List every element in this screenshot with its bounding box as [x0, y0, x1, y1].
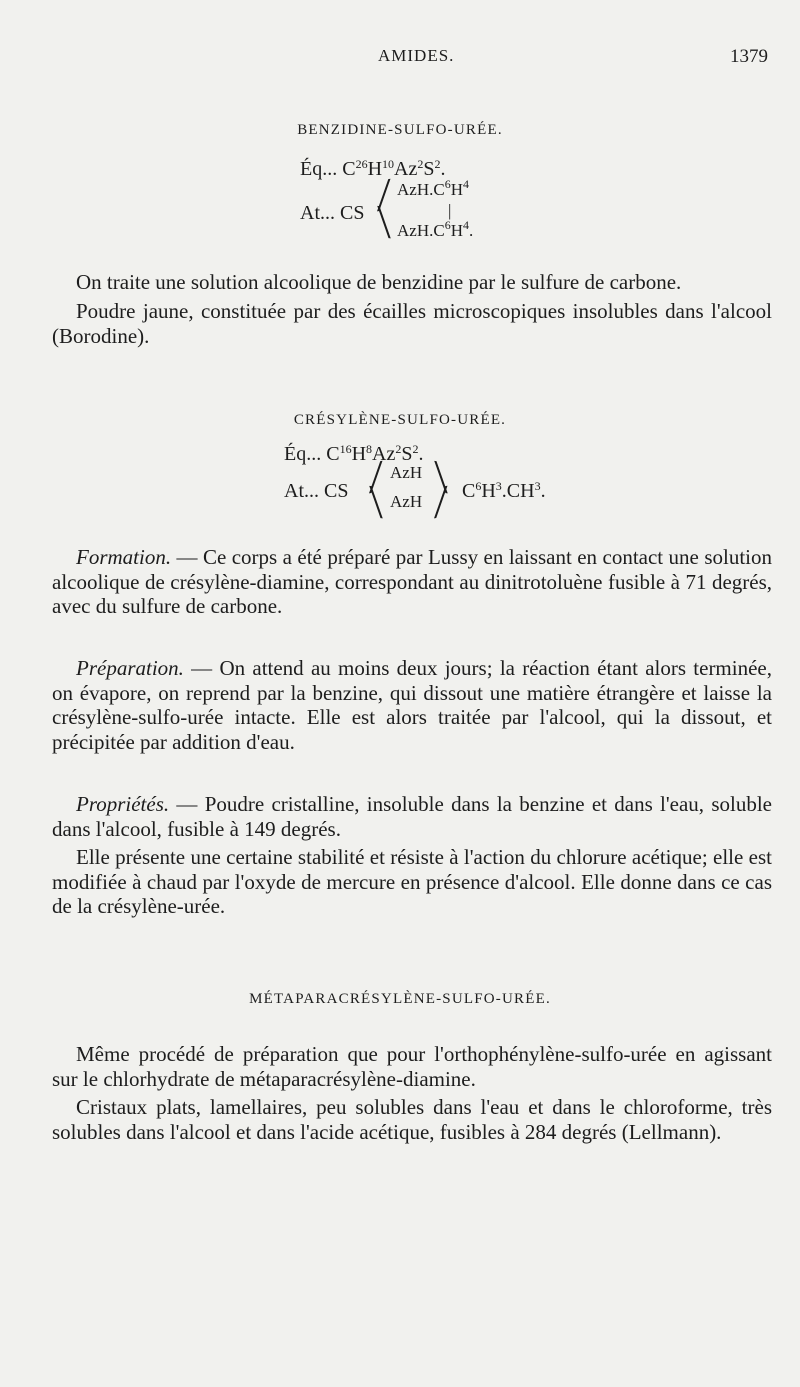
bond-down-icon: ╲ [374, 207, 394, 238]
atomic-formula-bottom: AzH [390, 492, 423, 511]
atomic-formula-top: $AzH.C^6H^4$ [397, 177, 469, 199]
atomic-formula-bar: | [448, 201, 452, 220]
paragraph-metapara-2: Cristaux plats, lamellaires, peu solubles dans l'eau et dans le chloroforme, très solubles dans l'alcool et dans l'acide acétique, fusibles à 284 degrés (Lellmann). [52, 1095, 772, 1144]
bond-up-icon: ╱ [365, 462, 386, 493]
page-header [0, 46, 800, 76]
running-title: AMIDES. [378, 46, 455, 65]
page-number: 1379 [730, 46, 768, 67]
section-title-benzidine: BENZIDINE-SULFO-URÉE. [297, 122, 503, 138]
equivalent-formula: Éq... $C^{16}H^8Az^2S^2$. [284, 442, 424, 465]
atomic-formula-right: $C^6H^3.CH^3$. [462, 479, 546, 502]
paragraph-benzidine-1: On traite une solution alcoolique de benzidine par le sulfure de carbone. [76, 270, 682, 294]
proprietes-label: Propriétés. [76, 792, 170, 816]
preparation-label: Préparation. [76, 656, 184, 680]
atomic-formula-top: AzH [390, 463, 423, 482]
atomic-formula-label: At... CS [284, 480, 349, 502]
equivalent-formula: Éq... $C^{26}H^{10}Az^2S^2$. [300, 157, 446, 180]
bond-down-icon: ╲ [366, 487, 386, 518]
atomic-formula-label: At... CS [300, 202, 365, 224]
bond-up-icon: ╱ [373, 180, 394, 211]
paragraph-preparation: Préparation. — On attend au moins deux jours; la réaction étant alors terminée, on évapore, on reprend par la benzine, qui dissout une matière étrangère et laisse la crésylène-sulfo-urée intacte. Elle est alors traitée par l'alcool, qui la dissout, et précipitée par addition d'eau. [52, 656, 772, 754]
bond-right-down-icon: ╱ [430, 487, 451, 518]
bond-right-up-icon: ╲ [431, 462, 451, 493]
paragraph-proprietes: Propriétés. — Poudre cristalline, insoluble dans la benzine et dans l'eau, soluble dans l'alcool, fusible à 149 degrés. [52, 792, 772, 841]
paragraph-stabilite: Elle présente une certaine stabilité et résiste à l'action du chlorure acétique; elle est modifiée à chaud par l'oxyde de mercure en présence d'alcool. Elle donne dans ce cas de la crésylène-urée. [52, 845, 772, 918]
atomic-formula-bottom: $AzH.C^6H^4$. [397, 218, 474, 240]
formation-label: Formation. [76, 545, 172, 569]
paragraph-formation: Formation. — Ce corps a été préparé par Lussy en laissant en contact une solution alcoolique de crésylène-diamine, correspondant au dinitrotoluène fusible à 71 degrés, avec du sulfure de carbone. [52, 545, 772, 618]
section-title-metaparacresylene: MÉTAPARACRÉSYLÈNE-SULFO-URÉE. [249, 991, 551, 1007]
paragraph-benzidine-2: Poudre jaune, constituée par des écailles microscopiques insolubles dans l'alcool (Borodine). [52, 299, 772, 348]
paragraph-metapara-1: Même procédé de préparation que pour l'orthophénylène-sulfo-urée en agissant sur le chlorhydrate de métaparacrésylène-diamine. [52, 1042, 772, 1091]
section-title-cresylene: CRÉSYLÈNE-SULFO-URÉE. [293, 412, 507, 428]
